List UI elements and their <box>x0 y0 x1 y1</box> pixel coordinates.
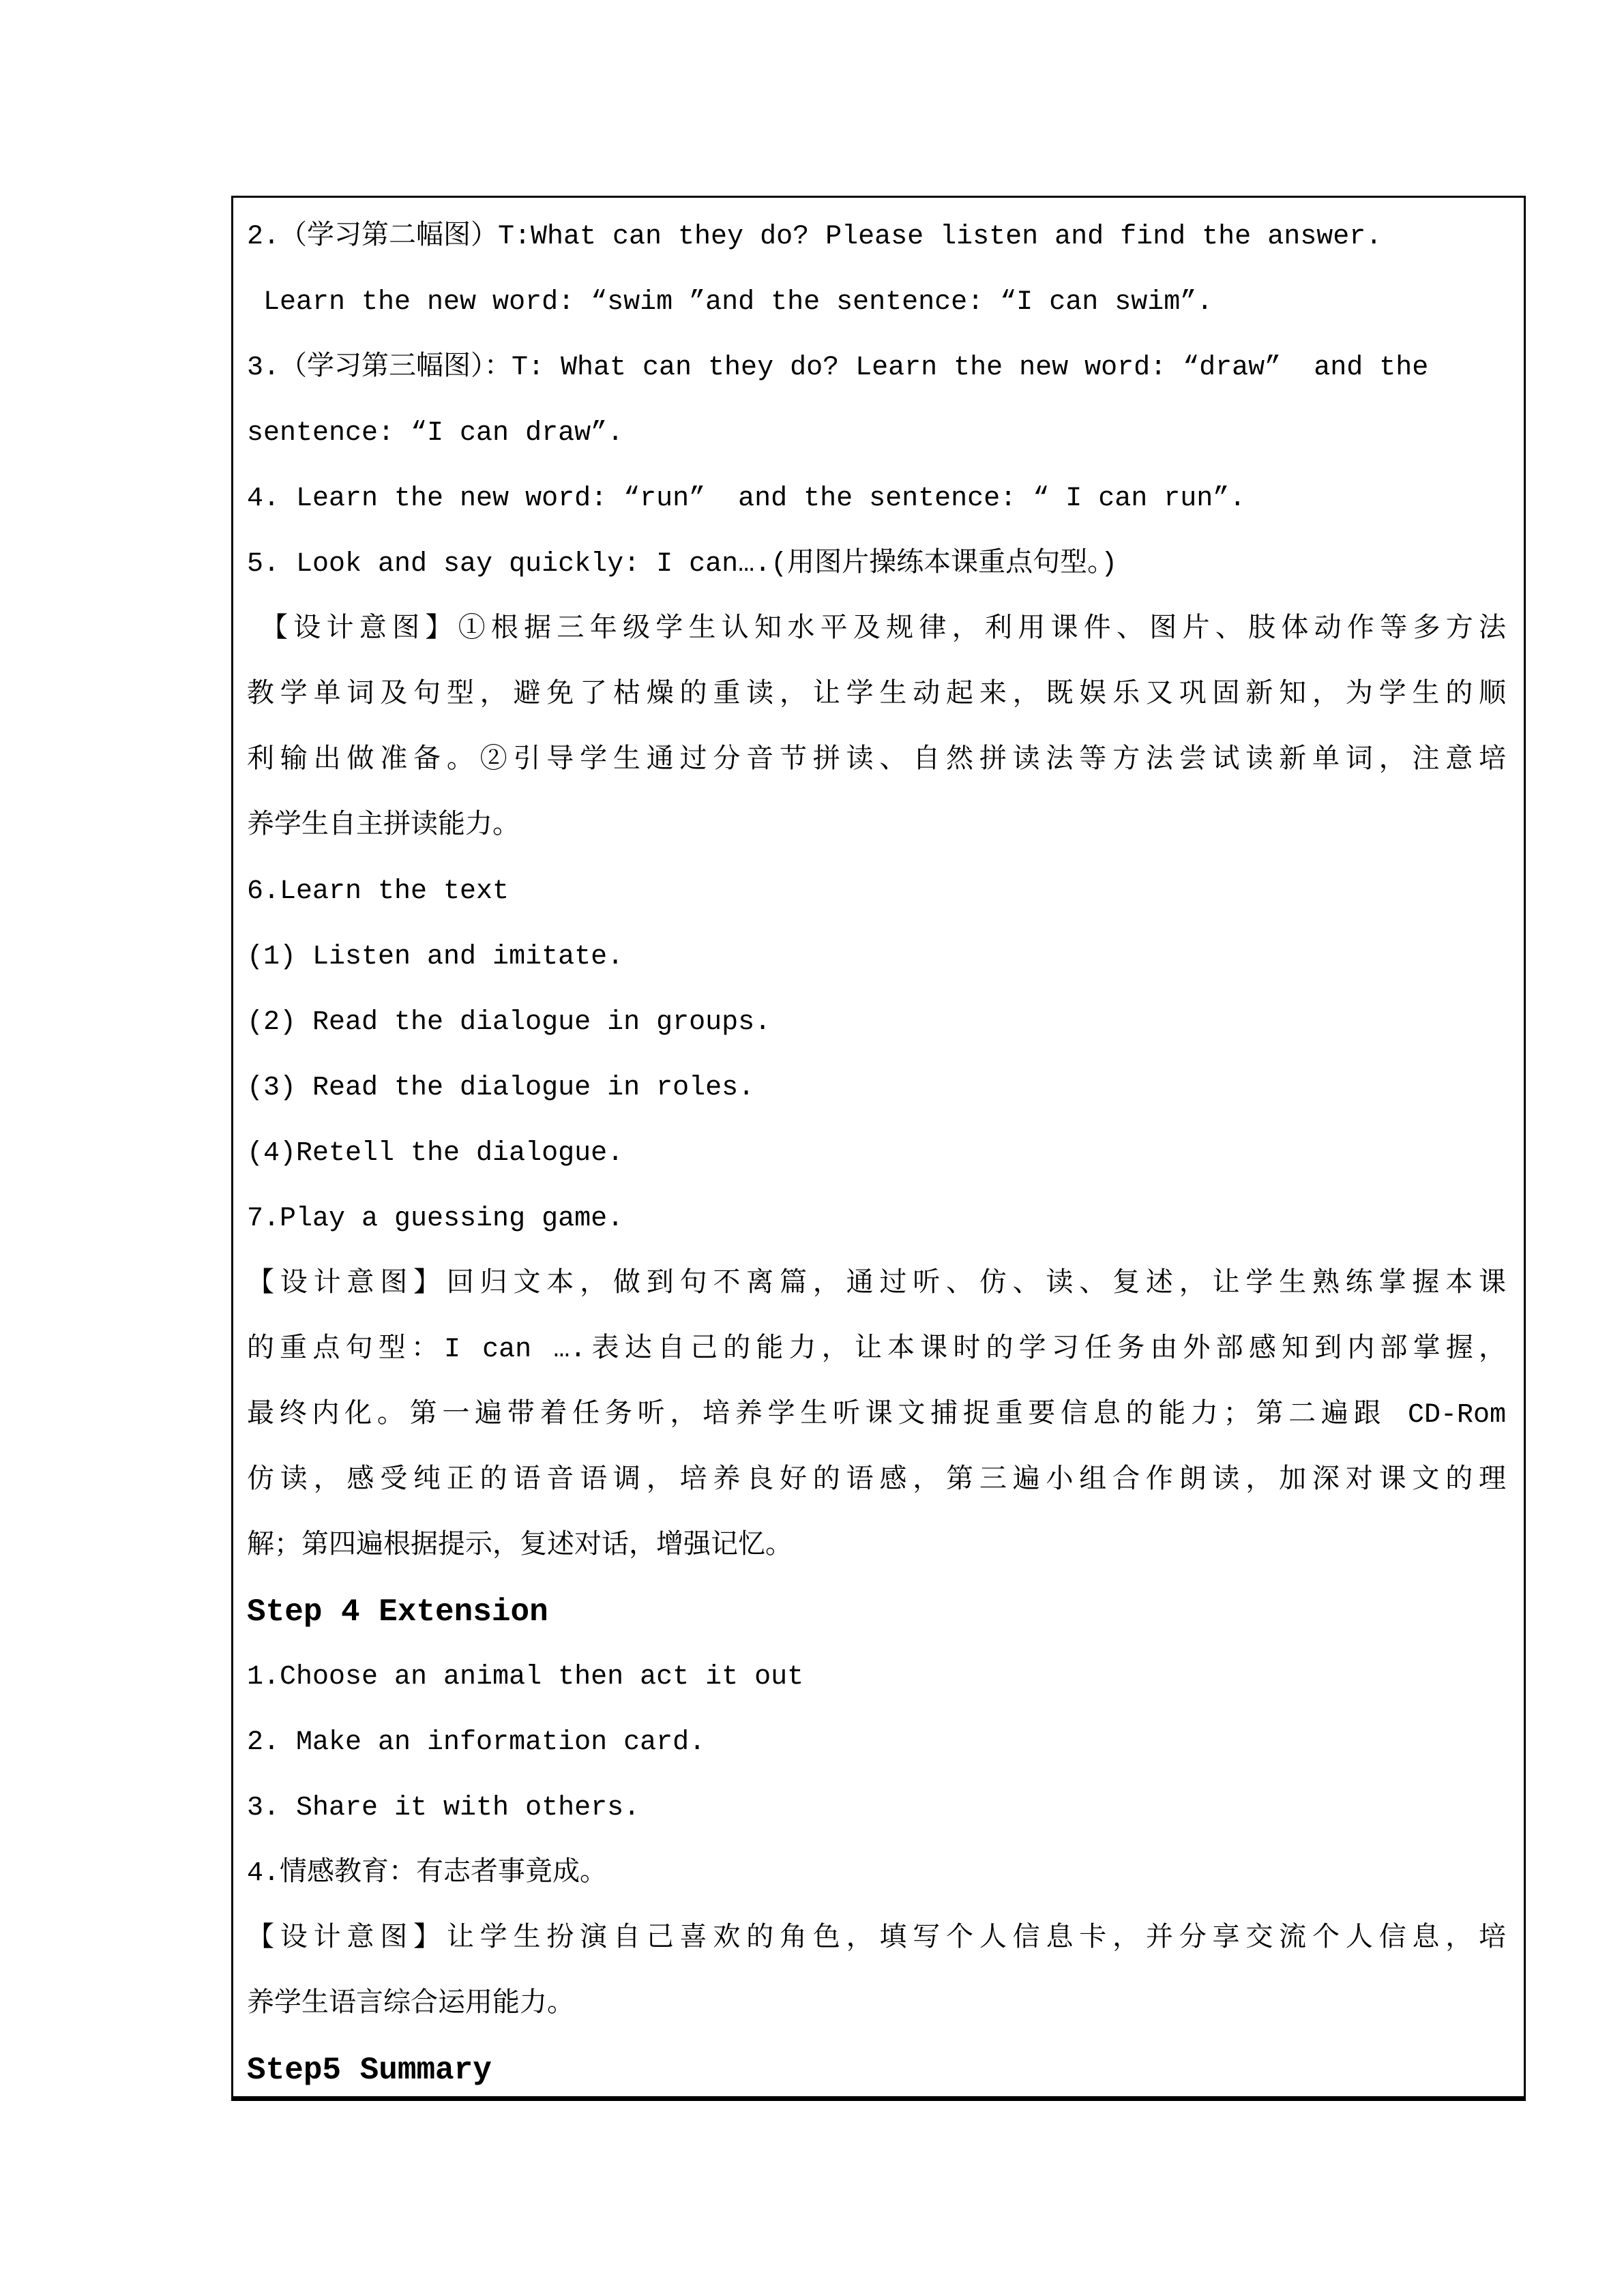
text-line: 【设计意图】①根据三年级学生认知水平及规律，利用课件、图片、肢体动作等多方法 <box>261 614 1506 645</box>
text-line: 养学生语言综合运用能力。 <box>247 1989 574 2020</box>
text-line: 1.Choose an animal then act it out <box>247 1662 804 1693</box>
text-line: 的重点句型：I can ….表达自己的能力，让本课时的学习任务由外部感知到内部掌握， <box>247 1335 1506 1365</box>
text-line: (3) Read the dialogue in roles. <box>247 1073 755 1103</box>
text-line: Learn the new word: “swim ”and the sentence: “I can swim”. <box>247 287 1213 318</box>
text-line: 3.（学习第三幅图）：T: What can they do? Learn the new word: “draw” and the <box>247 353 1429 383</box>
text-line: (1) Listen and imitate. <box>247 942 624 972</box>
text-line: (4)Retell the dialogue. <box>247 1138 624 1169</box>
step4-extension-heading: Step 4 Extension <box>247 1594 548 1630</box>
text-line: 4. Learn the new word: “run” and the sentence: “ I can run”. <box>247 483 1246 514</box>
text-line: 教学单词及句型，避免了枯燥的重读，让学生动起来，既娱乐又巩固新知，为学生的顺 <box>247 680 1506 711</box>
step5-summary-heading: Step5 Summary <box>247 2053 492 2088</box>
lesson-plan-table-cell <box>231 196 1526 2101</box>
text-line: sentence: “I can draw”. <box>247 418 624 449</box>
text-line: 最终内化。第一遍带着任务听，培养学生听课文捕捉重要信息的能力；第二遍跟 CD-Rom <box>247 1400 1506 1431</box>
text-line: 2.（学习第二幅图）T:What can they do? Please listen and find the answer. <box>247 222 1383 252</box>
text-line: 仿读，感受纯正的语音语调，培养良好的语感，第三遍小组合作朗读，加深对课文的理 <box>247 1465 1506 1496</box>
text-line: 5. Look and say quickly: I can….(用图片操练本课重点句型。) <box>247 549 1118 580</box>
text-line: 利输出做准备。②引导学生通过分音节拼读、自然拼读法等方法尝试读新单词，注意培 <box>247 745 1506 776</box>
text-line: 【设计意图】回归文本，做到句不离篇，通过听、仿、读、复述，让学生熟练掌握本课 <box>247 1269 1506 1300</box>
text-line: 3. Share it with others. <box>247 1793 640 1823</box>
text-line: 2. Make an information card. <box>247 1727 706 1758</box>
text-line: 7.Play a guessing game. <box>247 1204 624 1234</box>
text-line: 解；第四遍根据提示，复述对话，增强记忆。 <box>247 1531 793 1562</box>
text-line: 养学生自主拼读能力。 <box>247 811 520 841</box>
text-line: 【设计意图】让学生扮演自己喜欢的角色，填写个人信息卡，并分享交流个人信息，培 <box>247 1924 1506 1954</box>
text-line: 4.情感教育：有志者事竟成。 <box>247 1858 608 1889</box>
text-line: 6.Learn the text <box>247 876 510 907</box>
text-line: (2) Read the dialogue in groups. <box>247 1007 771 1038</box>
